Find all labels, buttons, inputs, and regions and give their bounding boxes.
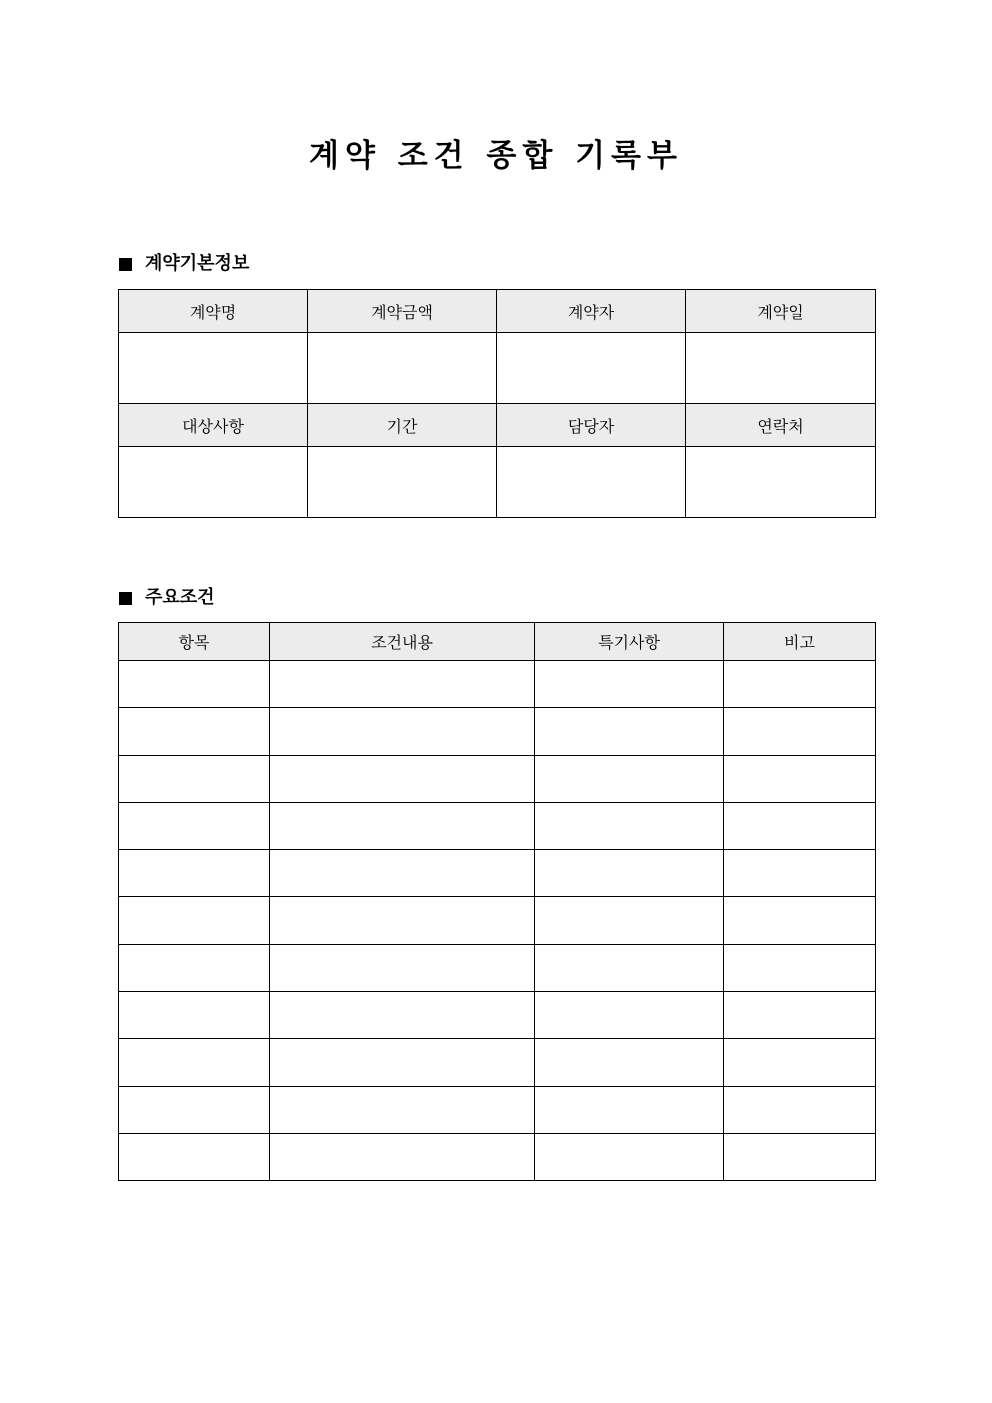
table-header-row bbox=[119, 623, 876, 661]
remarks-cell[interactable] bbox=[724, 1133, 876, 1180]
item-cell[interactable] bbox=[119, 755, 270, 802]
condition-cell[interactable] bbox=[270, 708, 535, 755]
subject-field[interactable] bbox=[119, 447, 308, 518]
item-cell[interactable] bbox=[119, 850, 270, 897]
table-header-row bbox=[119, 404, 876, 447]
table-row bbox=[119, 708, 876, 755]
section-heading-label: 주요조건 bbox=[145, 587, 215, 608]
table-row bbox=[119, 447, 876, 518]
condition-cell[interactable] bbox=[270, 1086, 535, 1133]
item-cell[interactable] bbox=[119, 661, 270, 708]
remarks-cell[interactable] bbox=[724, 661, 876, 708]
section-heading-basic-info bbox=[119, 252, 249, 276]
remarks-cell[interactable] bbox=[724, 1039, 876, 1086]
table-row bbox=[119, 897, 876, 944]
item-cell[interactable] bbox=[119, 944, 270, 991]
remarks-cell[interactable] bbox=[724, 992, 876, 1039]
header-contract-amount: 계약금액 bbox=[308, 290, 497, 333]
table-row bbox=[119, 1133, 876, 1180]
square-bullet-icon bbox=[119, 592, 132, 605]
item-cell[interactable] bbox=[119, 708, 270, 755]
header-contract-date: 계약일 bbox=[686, 290, 876, 333]
item-cell[interactable] bbox=[119, 1039, 270, 1086]
table-row bbox=[119, 755, 876, 802]
square-bullet-icon bbox=[119, 258, 132, 271]
condition-cell[interactable] bbox=[270, 850, 535, 897]
header-remarks: 비고 bbox=[724, 623, 876, 661]
condition-cell[interactable] bbox=[270, 1039, 535, 1086]
key-terms-body bbox=[119, 661, 876, 1181]
header-manager: 담당자 bbox=[497, 404, 686, 447]
remarks-cell[interactable] bbox=[724, 802, 876, 849]
section-heading-key-terms bbox=[119, 586, 215, 610]
item-cell[interactable] bbox=[119, 1086, 270, 1133]
special-notes-cell[interactable] bbox=[535, 850, 724, 897]
special-notes-cell[interactable] bbox=[535, 897, 724, 944]
special-notes-cell[interactable] bbox=[535, 755, 724, 802]
header-contractor: 계약자 bbox=[497, 290, 686, 333]
remarks-cell[interactable] bbox=[724, 897, 876, 944]
manager-field[interactable] bbox=[497, 447, 686, 518]
header-period: 기간 bbox=[308, 404, 497, 447]
table-row bbox=[119, 333, 876, 404]
remarks-cell[interactable] bbox=[724, 708, 876, 755]
item-cell[interactable] bbox=[119, 992, 270, 1039]
table-row bbox=[119, 1039, 876, 1086]
header-special-notes: 특기사항 bbox=[535, 623, 724, 661]
contract-date-field[interactable] bbox=[686, 333, 876, 404]
condition-cell[interactable] bbox=[270, 802, 535, 849]
special-notes-cell[interactable] bbox=[535, 992, 724, 1039]
special-notes-cell[interactable] bbox=[535, 1133, 724, 1180]
header-subject: 대상사항 bbox=[119, 404, 308, 447]
special-notes-cell[interactable] bbox=[535, 802, 724, 849]
condition-cell[interactable] bbox=[270, 992, 535, 1039]
remarks-cell[interactable] bbox=[724, 755, 876, 802]
special-notes-cell[interactable] bbox=[535, 1039, 724, 1086]
period-field[interactable] bbox=[308, 447, 497, 518]
contractor-field[interactable] bbox=[497, 333, 686, 404]
condition-cell[interactable] bbox=[270, 755, 535, 802]
header-contract-name: 계약명 bbox=[119, 290, 308, 333]
header-condition: 조건내용 bbox=[270, 623, 535, 661]
table-row bbox=[119, 944, 876, 991]
header-item: 항목 bbox=[119, 623, 270, 661]
item-cell[interactable] bbox=[119, 897, 270, 944]
contract-name-field[interactable] bbox=[119, 333, 308, 404]
basic-info-table bbox=[118, 289, 876, 518]
table-row bbox=[119, 850, 876, 897]
table-row bbox=[119, 661, 876, 708]
special-notes-cell[interactable] bbox=[535, 661, 724, 708]
condition-cell[interactable] bbox=[270, 661, 535, 708]
document-title: 계약 조건 종합 기록부 bbox=[309, 138, 683, 174]
condition-cell[interactable] bbox=[270, 944, 535, 991]
table-header-row bbox=[119, 290, 876, 333]
key-terms-table bbox=[118, 622, 876, 1181]
special-notes-cell[interactable] bbox=[535, 1086, 724, 1133]
condition-cell[interactable] bbox=[270, 897, 535, 944]
table-row bbox=[119, 802, 876, 849]
special-notes-cell[interactable] bbox=[535, 944, 724, 991]
remarks-cell[interactable] bbox=[724, 944, 876, 991]
item-cell[interactable] bbox=[119, 802, 270, 849]
remarks-cell[interactable] bbox=[724, 850, 876, 897]
header-contact: 연락처 bbox=[686, 404, 876, 447]
contact-field[interactable] bbox=[686, 447, 876, 518]
table-row bbox=[119, 1086, 876, 1133]
table-row bbox=[119, 992, 876, 1039]
condition-cell[interactable] bbox=[270, 1133, 535, 1180]
remarks-cell[interactable] bbox=[724, 1086, 876, 1133]
item-cell[interactable] bbox=[119, 1133, 270, 1180]
special-notes-cell[interactable] bbox=[535, 708, 724, 755]
contract-amount-field[interactable] bbox=[308, 333, 497, 404]
section-heading-label: 계약기본정보 bbox=[145, 253, 250, 274]
